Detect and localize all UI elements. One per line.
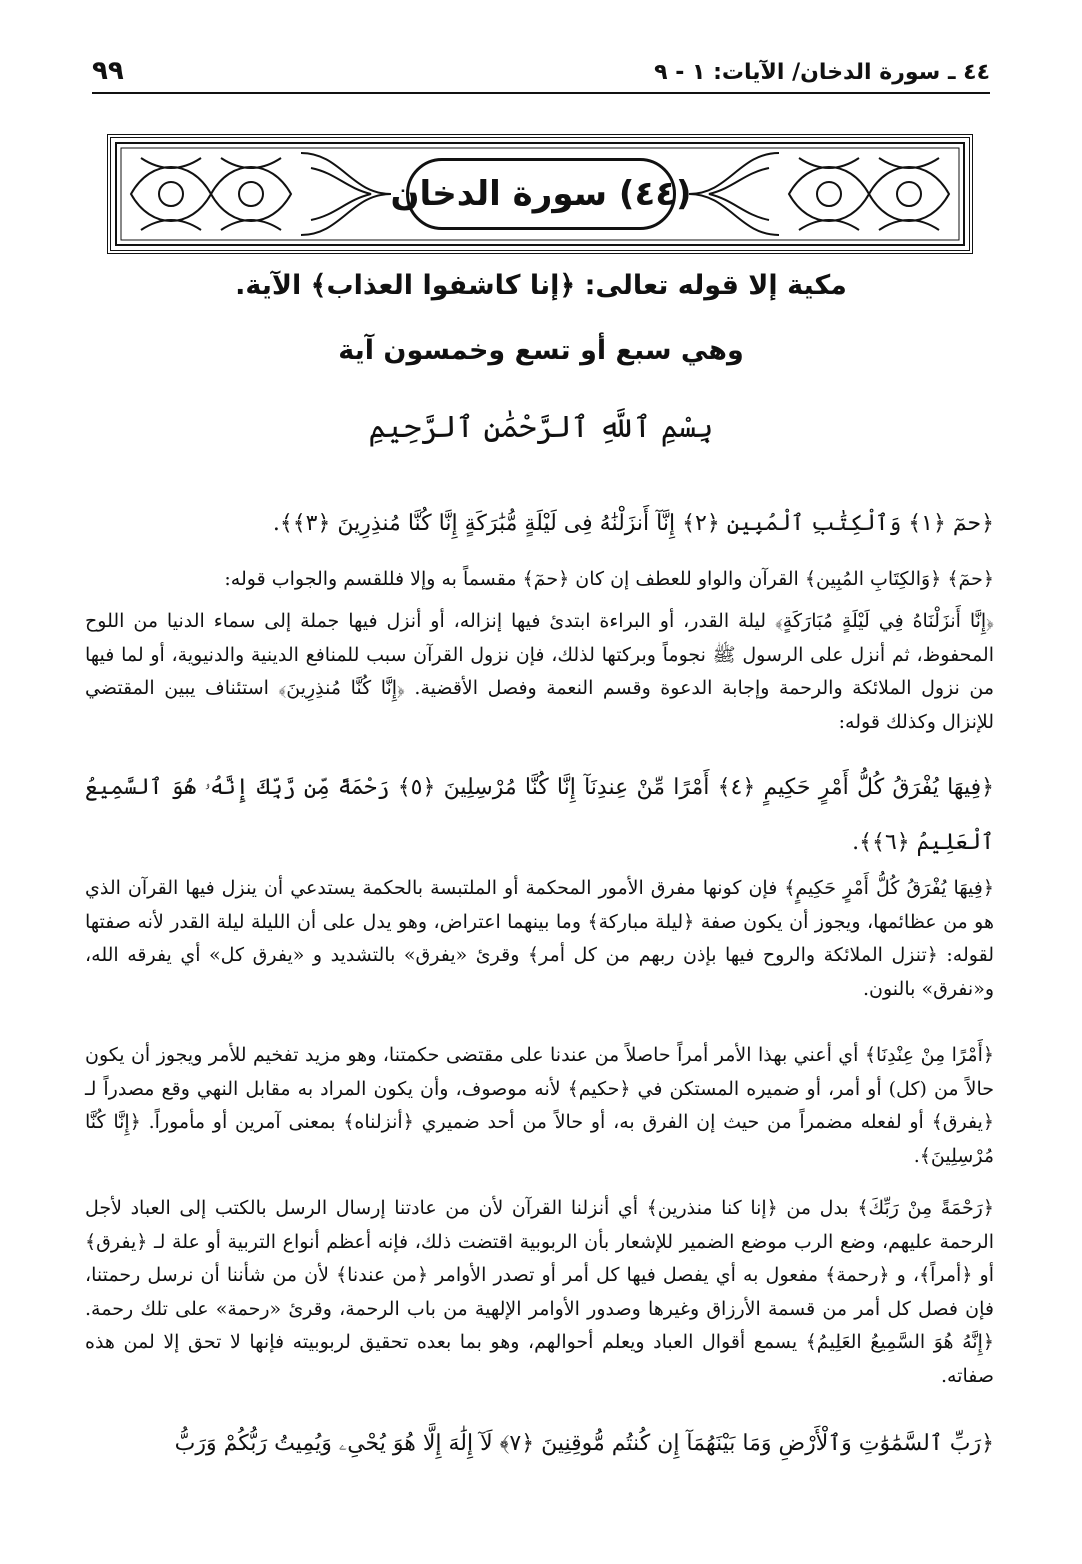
quran-verses-4-6: ﴿فِيهَا يُفْرَقُ كُلُّ أَمْرٍ حَكِيمٍ ﴿٤﴾ أَمْرًا مِّنْ عِندِنَآ إِنَّا كُنَّا مُرْسِلِينَ ﴿٥﴾ رَحْمَةً مِّن رَّبِّكَ إِنَّهُۥ هُوَ ٱلسَّمِيعُ ٱلْعَلِيمُ ﴿٦﴾﴾. <box>85 775 994 855</box>
commentary-paragraph: ﴿أَمْرًا مِنْ عِنْدِنَا﴾ أي أعني بهذا الأمر أمراً حاصلاً من عندنا على مقتضى حكمتنا، وهو مزيد تفخيم للأمر ويجوز أن يكون حالاً من (كل) أو أمر، أو ضميره المستكن في ﴿حكيم﴾ لأنه موصوف، وأن يكون المراد به مقابل النهي وقع مصدراً لـ ﴿يفرق﴾ أو لفعله مضمراً من حيث إن الفرق به، أو حالاً من أحد ضميري ﴿أنزلناه﴾ بمعنى آمرين أو مأموراً. ﴿إِنَّا كُنَّا مُرْسِلِينَ﴾. <box>85 1044 994 1167</box>
verse-count-note: وهي سبع أو تسع وخمسون آية <box>338 335 744 366</box>
commentary-paragraph: ﴿حمٓ﴾ ﴿وَالكِتَابِ المُبِين﴾ القرآن والواو للعطف إن كان ﴿حمٓ﴾ مقسماً به وإلا فللقسم والجواب قوله: <box>224 568 994 590</box>
quran-verses-7-8: ﴿رَبِّ ٱلسَّمَٰوَٰتِ وَٱلْأَرْضِ وَمَا بَيْنَهُمَآ إِن كُنتُم مُّوقِنِينَ ﴿٧﴾ لَآ إِلَٰهَ إِلَّا هُوَ يُحْىِۦ وَيُمِيتُ رَبُّكُمْ وَرَبُّ <box>174 1431 994 1456</box>
running-head <box>92 50 990 94</box>
running-head-title: ٤٤ ـ سورة الدخان/ الآيات: ١ - ٩ <box>654 60 990 85</box>
page-number: ٩٩ <box>92 56 124 86</box>
commentary-paragraph: ﴿رَحْمَةً مِنْ رَبِّكَ﴾ بدل من ﴿إنا كنا منذرين﴾ أي أنزلنا القرآن لأن من عادتنا إرسال الرسل بالكتب إلى العباد لأجل الرحمة عليهم، وضع الرب موضع الضمير للإشعار بأن الربوبية اقتضت ذلك، فإنه أعظم أنواع التربية أو علة لـ ﴿يفرق﴾ أو ﴿أمراً﴾، و ﴿رحمة﴾ مفعول به أي يفصل فيها كل أمر أو تصدر الأوامر ﴿من عندنا﴾ لأن من شأننا أن نرسل رحمتنا، فإن فصل كل أمر من قسمة الأرزاق وغيرها وصدور الأوامر الإلهية من باب الرحمة، وقرئ «رحمة» على تلك رحمة. ﴿إِنَّهُ هُوَ السَّمِيعُ العَلِيمُ﴾ يسمع أقوال العباد ويعلم أحوالهم، وهو بما بعده تحقيق لربوبيته فإنها لا تحق إلا لمن هذه صفاته. <box>85 1197 994 1387</box>
commentary-paragraph: ﴿إِنَّا أَنزَلْنَاهُ فِي لَيْلَةٍ مُبَارَكَةٍ﴾ ليلة القدر، أو البراءة ابتدئ فيها إنزاله، أو أنزل فيها جملة إلى سماء الدنيا من اللوح المحفوظ، ثم أنزل على الرسول ﷺ نجوماً وبركتها لذلك، فإن نزول القرآن سبب للمنافع الدينية والدنيوية، أو لما فيها من نزول الملائكة والرحمة وإجابة الدعوة وقسم النعمة وفصل الأقضية. ﴿إِنَّا كُنَّا مُنذِرِينَ﴾ استئناف يبين المقتضي للإنزال وكذلك قوله: <box>85 610 994 733</box>
basmala: بِسْمِ ٱللَّهِ ٱلرَّحْمَٰنِ ٱلرَّحِيمِ <box>368 410 714 445</box>
revelation-note: مكية إلا قوله تعالى: ﴿إنا كاشفوا العذاب﴾ الآية. <box>235 270 847 301</box>
quran-verses-1-3: ﴿حمٓ ﴿١﴾ وَٱلْكِتَٰبِ ٱلْمُبِينِ ﴿٢﴾ إِنَّآ أَنزَلْنَٰهُ فِى لَيْلَةٍ مُّبَٰرَكَةٍ إِنَّا كُنَّا مُنذِرِينَ ﴿٣﴾﴾. <box>272 511 994 536</box>
commentary-paragraph: ﴿فِيهَا يُفْرَقُ كُلُّ أَمْرٍ حَكِيمٍ﴾ فإن كونها مفرق الأمور المحكمة أو الملتبسة بالحكمة يستدعي أن ينزل فيها القرآن الذي هو من عظائمها، ويجوز أن يكون صفة ﴿ليلة مباركة﴾ وما بينهما اعتراض، وهو يدل على أن الليلة ليلة القدر لأنه صفتها لقوله: ﴿تنزل الملائكة والروح فيها بإذن ربهم من كل أمر﴾ وقرئ «يفرق» بالتشديد و «يفرق كل» أي يفرقه الله، و«نفرق» بالنون. <box>85 877 994 1000</box>
surah-title-cartouche <box>390 158 692 230</box>
surah-banner <box>107 134 973 254</box>
surah-title: (٤٤) سورة الدخان <box>390 174 692 214</box>
